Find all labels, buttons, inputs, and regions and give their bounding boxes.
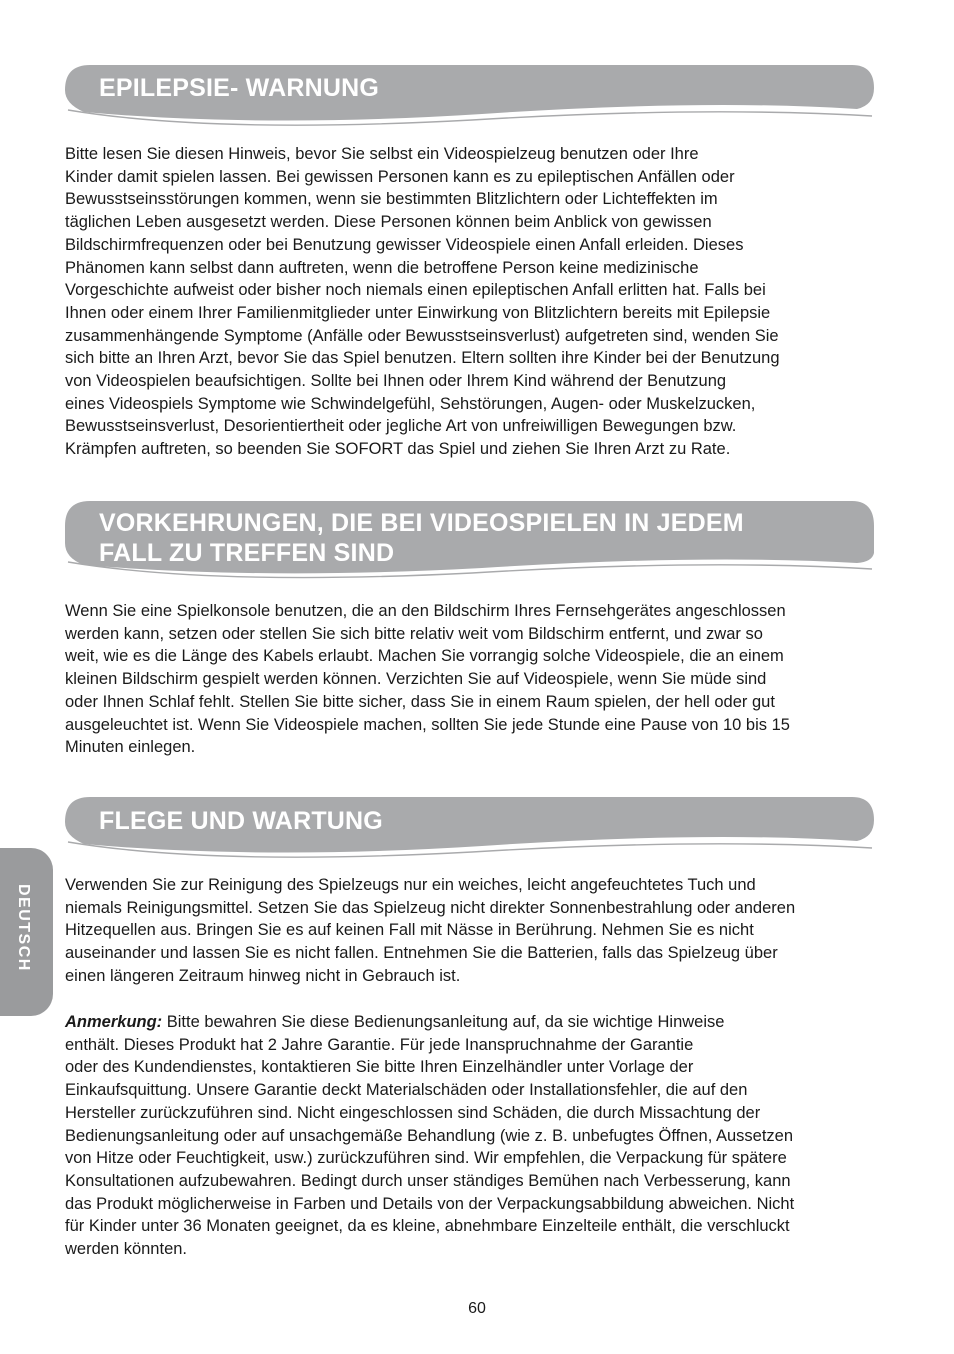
text-line: Vorgeschichte aufweist oder bisher noch niemals einen epileptischen Anfall erlitten hat. Falls bei bbox=[65, 281, 766, 300]
text-line: von Hitze oder Feuchtigkeit, usw.) zurückzuführen sind. Wir empfehlen, die Verpackung für spätere bbox=[65, 1149, 787, 1168]
language-label: DEUTSCH bbox=[15, 884, 32, 972]
text-line: ausgeleuchtet ist. Wenn Sie Videospiele machen, sollten Sie jede Stunde eine Pause von 10 bis 15 bbox=[65, 715, 790, 734]
text-line: Minuten einlegen. bbox=[65, 738, 196, 757]
text-line: werden könnten. bbox=[65, 1240, 188, 1259]
text-line: Hersteller zurückzuführen sind. Nicht eingeschlossen sind Schäden, die durch Missachtung der bbox=[65, 1103, 761, 1122]
note-paragraph bbox=[65, 1011, 877, 1261]
text-line: Ihnen oder einem Ihrer Familienmitglieder unter Einwirkung von Blitzlichtern bereits mit Epilepsie bbox=[65, 303, 771, 322]
text-line: kleinen Bildschirm gespielt werden können. Verzichten Sie auf Videospiele, wenn Sie müde sind bbox=[65, 670, 767, 689]
care-paragraph bbox=[65, 874, 877, 988]
section-title: FLEGE UND WARTUNG bbox=[99, 807, 383, 835]
text-line: enthält. Dieses Produkt hat 2 Jahre Garantie. Für jede Inanspruchnahme der Garantie bbox=[65, 1035, 694, 1054]
text-line: Hitzequellen aus. Bringen Sie es auf keinen Fall mit Nässe in Berührung. Nehmen Sie es nicht bbox=[65, 921, 754, 940]
section-banner-epilepsy bbox=[62, 62, 876, 128]
text-line: Phänomen kann selbst dann auftreten, wenn die betroffene Person keine medizinische bbox=[65, 258, 699, 277]
precautions-paragraph bbox=[65, 600, 877, 759]
text-line: niemals Reinigungsmittel. Setzen Sie das Spielzeug nicht direkter Sonnenbestrahlung oder anderen bbox=[65, 898, 796, 917]
text-line: Einkaufsquittung. Unsere Garantie deckt Materialschäden oder Installationsfehler, die auf den bbox=[65, 1081, 748, 1100]
text-line: sich bitte an Ihren Arzt, bevor Sie das Spiel benutzen. Eltern sollten ihre Kinder bei der Benutzung bbox=[65, 349, 780, 368]
language-side-tab bbox=[0, 848, 53, 1016]
section-title-line: FALL ZU TREFFEN SIND bbox=[99, 539, 395, 567]
text-line: auseinander und lassen Sie es nicht fallen. Entnehmen Sie die Batterien, falls das Spielzeug über bbox=[65, 944, 778, 963]
text-line: eines Videospiels Symptome wie Schwindelgefühl, Sehstörungen, Augen- oder Muskelzucken, bbox=[65, 394, 756, 413]
text-line: weit, wie es die Länge des Kabels erlaubt. Machen Sie vorrangig solche Videospiele, die an einem bbox=[65, 647, 784, 666]
text-line: werden kann, setzen oder stellen Sie sich bitte relativ weit vom Bildschirm entfernt, und zwar so bbox=[65, 624, 763, 643]
section-banner-precautions bbox=[62, 498, 876, 580]
section-banner-care bbox=[62, 794, 876, 860]
page-number: 60 bbox=[468, 1300, 486, 1317]
text-line: Verwenden Sie zur Reinigung des Spielzeugs nur ein weiches, leicht angefeuchtetes Tuch und bbox=[65, 876, 756, 894]
text-line: von Videospielen beaufsichtigen. Sollte bei Ihnen oder Ihrem Kind während der Benutzung bbox=[65, 372, 727, 391]
text-line: täglichen Leben ausgesetzt werden. Diese Personen können beim Anblick von gewissen bbox=[65, 213, 712, 232]
text-line: zusammenhängende Symptome (Anfälle oder Bewusstseinsverlust) aufgetreten sind, wenden Sie bbox=[65, 326, 779, 345]
section-title bbox=[99, 508, 856, 568]
text-line: Krämpfen auftreten, so beenden Sie SOFORT das Spiel und ziehen Sie Ihren Arzt zu Rate. bbox=[65, 440, 731, 459]
section-title: EPILEPSIE- WARNUNG bbox=[99, 74, 380, 102]
text-line: oder des Kundendienstes, kontaktieren Sie bitte Ihren Einzelhändler unter Vorlage der bbox=[65, 1058, 694, 1077]
epilepsy-paragraph bbox=[65, 143, 877, 461]
text-line: Kinder damit spielen lassen. Bei gewissen Personen kann es zu epileptischen Anfällen oder bbox=[65, 167, 735, 186]
text-line: Bewusstseinsverlust, Desorientiertheit oder jegliche Art von unfreiwilligen Bewegungen bzw. bbox=[65, 417, 737, 436]
text-line: das Produkt möglicherweise in Farben und Details von der Verpackungsabbildung abweichen. Nicht bbox=[65, 1194, 795, 1213]
text-line: einen längeren Zeitraum hinweg nicht in Gebrauch ist. bbox=[65, 966, 461, 985]
note-text: Bitte bewahren Sie diese Bedienungsanleitung auf, da sie wichtige Hinweise bbox=[162, 1013, 725, 1031]
text-line bbox=[65, 1011, 877, 1034]
text-line: für Kinder unter 36 Monaten geeignet, da es kleine, abnehmbare Einzelteile enthält, die verschluckt bbox=[65, 1217, 790, 1236]
section-title-line: VORKEHRUNGEN, DIE BEI VIDEOSPIELEN IN JEDEM bbox=[99, 509, 744, 537]
text-line: Wenn Sie eine Spielkonsole benutzen, die an den Bildschirm Ihres Fernsehgerätes angeschlossen bbox=[65, 602, 786, 620]
text-line: Konsultationen aufzubewahren. Bedingt durch unser ständiges Bemühen nach Verbesserung, kann bbox=[65, 1171, 791, 1190]
text-line: Bewusstseinsstörungen kommen, wenn sie bestimmten Blitzlichtern oder Lichteffekten im bbox=[65, 190, 718, 209]
note-label: Anmerkung: bbox=[65, 1013, 163, 1031]
text-line: Bitte lesen Sie diesen Hinweis, bevor Sie selbst ein Videospielzeug benutzen oder Ihre bbox=[65, 145, 699, 163]
text-line: Bildschirmfrequenzen oder bei Benutzung gewisser Videospiele einen Anfall erleiden. Dieses bbox=[65, 235, 744, 254]
text-line: oder Ihnen Schlaf fehlt. Stellen Sie bitte sicher, dass Sie in einem Raum spielen, der hell oder gut bbox=[65, 692, 775, 711]
text-line: Bedienungsanleitung oder auf unsachgemäße Behandlung (wie z. B. unbefugtes Öffnen, Aussetzen bbox=[65, 1126, 794, 1145]
